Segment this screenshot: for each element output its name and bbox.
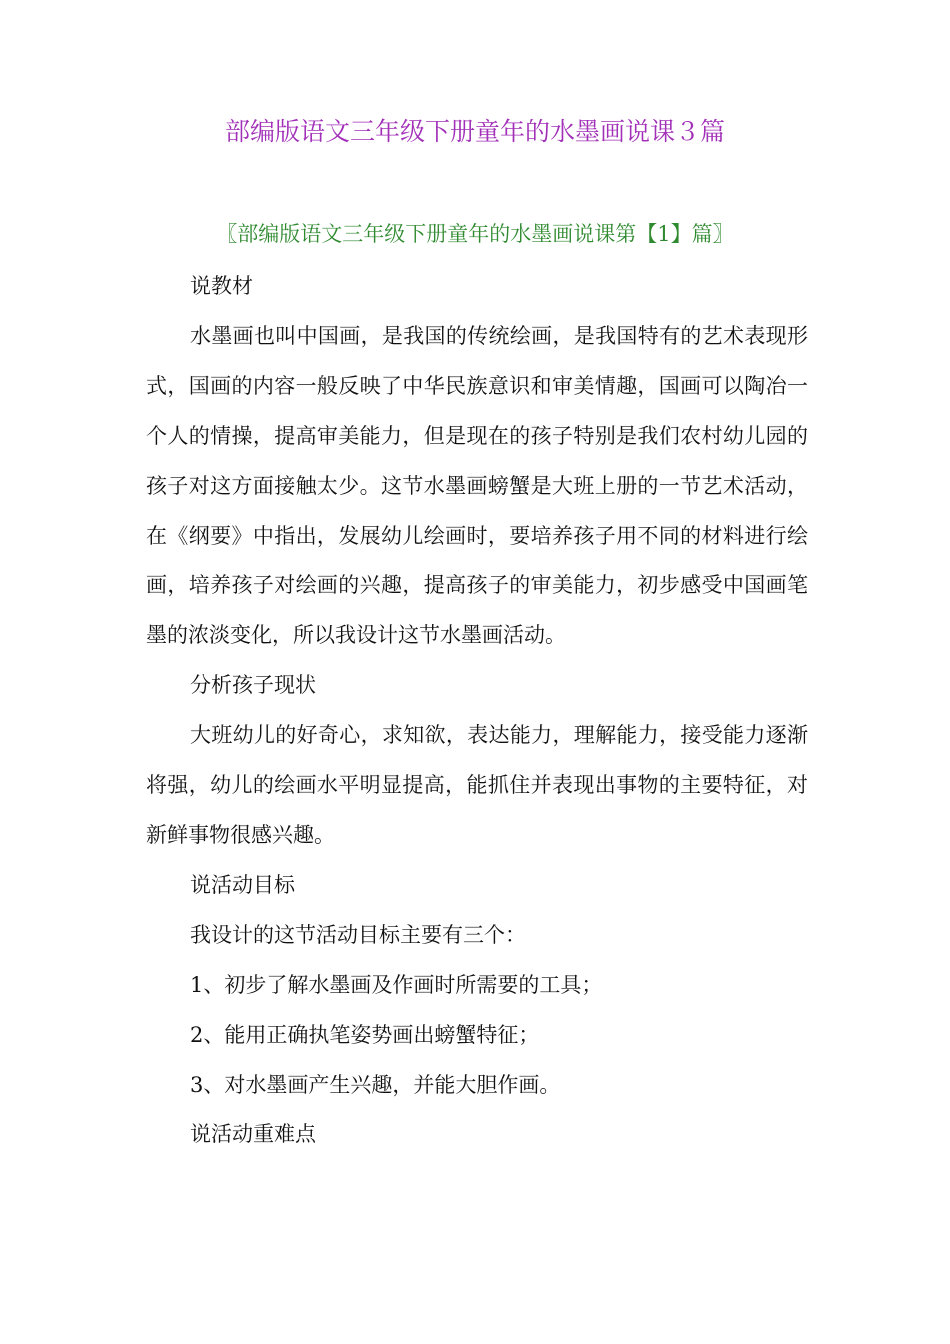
paragraph-textbook: 水墨画也叫中国画，是我国的传统绘画，是我国特有的艺术表现形式，国画的内容一般反映了中华民族意识和审美情趣，国画可以陶冶一个人的情操，提高审美能力，但是现在的孩子特别是我们农村幼儿园的孩子对这方面接触太少。这节水墨画螃蟹是大班上册的一节艺术活动，在《纲要》中指出，发展幼儿绘画时，要培养孩子用不同的材料进行绘画，培养孩子对绘画的兴趣，提高孩子的审美能力，初步感受中国画笔墨的浓淡变化，所以我设计这节水墨画活动。 xyxy=(146,323,808,648)
goal-item-1: 1、初步了解水墨画及作画时所需要的工具； xyxy=(190,972,603,997)
paragraph-goals-intro: 我设计的这节活动目标主要有三个： xyxy=(190,922,526,947)
section-heading-activity-goals: 说活动目标 xyxy=(190,872,295,897)
section-heading-children-status: 分析孩子现状 xyxy=(190,673,316,698)
section-heading-textbook: 说教材 xyxy=(190,274,253,298)
document-body xyxy=(146,262,808,1160)
document-subtitle: 〖部编版语文三年级下册童年的水墨画说课第【1】篇〗 xyxy=(216,222,734,246)
goal-item-3: 3、对水墨画产生兴趣，并能大胆作画。 xyxy=(190,1072,561,1097)
document-title: 部编版语文三年级下册童年的水墨画说课３篇 xyxy=(224,117,725,146)
paragraph-children-status: 大班幼儿的好奇心，求知欲，表达能力，理解能力，接受能力逐渐将强，幼儿的绘画水平明显提高，能抓住并表现出事物的主要特征，对新鲜事物很感兴趣。 xyxy=(146,723,808,847)
section-heading-key-points: 说活动重难点 xyxy=(190,1122,316,1147)
goal-item-2: 2、能用正确执笔姿势画出螃蟹特征； xyxy=(190,1022,540,1047)
